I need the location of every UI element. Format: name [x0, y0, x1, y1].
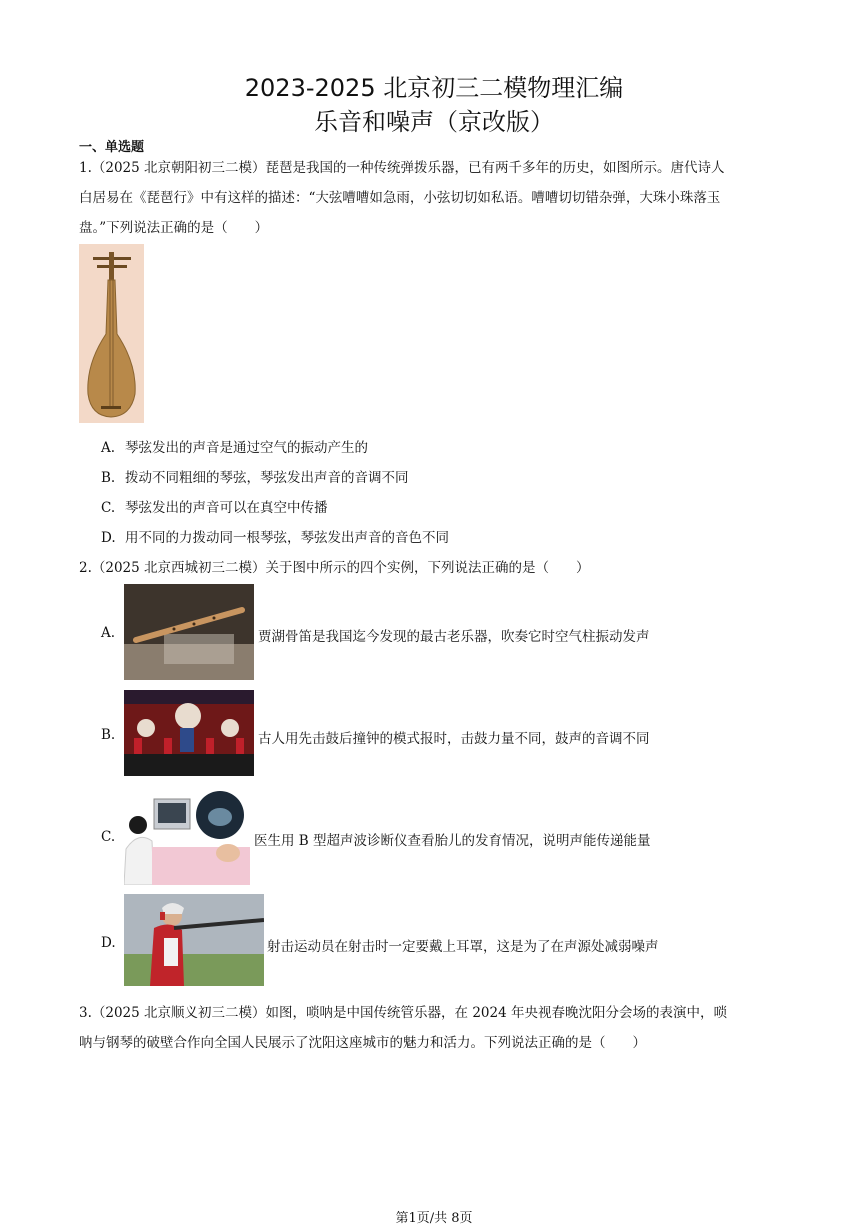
q1-stem-line-2: 白居易在《琵琶行》中有这样的描述：“大弦嘈嘈如急雨，小弦切切如私语。嘈嘈切切错杂弹，大珠小珠落玉: [79, 190, 721, 206]
q3-stem-line-2: 呐与钢琴的破壁合作向全国人民展示了沈阳这座城市的魅力和活力。下列说法正确的是（ ）: [79, 1035, 646, 1051]
drum-tower-image: [124, 690, 254, 776]
q2-option-b-text: 古人用先击鼓后撞钟的模式报时，击鼓力量不同，鼓声的音调不同: [258, 731, 650, 747]
q1-option-a: A. 琴弦发出的声音是通过空气的振动产生的: [101, 440, 368, 456]
section-heading: 一、单选题: [79, 140, 145, 155]
bone-flute-image: [124, 584, 254, 680]
document-title: 2023-2025 北京初三二模物理汇编: [244, 74, 624, 102]
q2-option-a-label: A.: [101, 625, 116, 641]
q2-option-d-label: D.: [101, 935, 116, 951]
shooting-athlete-image: [124, 894, 264, 986]
q2-option-c-label: C.: [101, 829, 116, 845]
q1-option-c: C. 琴弦发出的声音可以在真空中传播: [101, 500, 328, 516]
q1-option-b: B. 拨动不同粗细的琴弦，琴弦发出声音的音调不同: [101, 470, 409, 486]
q1-stem-line-1: 1.（2025 北京朝阳初三二模）琵琶是我国的一种传统弹拨乐器，已有两千多年的历史，如图所示。唐代诗人: [79, 160, 725, 176]
q2-option-a-text: 贾湖骨笛是我国迄今发现的最古老乐器，吹奏它时空气柱振动发声: [258, 629, 650, 645]
page-number: 第1页/共 8页: [395, 1211, 473, 1226]
q1-option-d: D. 用不同的力拨动同一根琴弦，琴弦发出声音的音色不同: [101, 530, 449, 546]
q3-stem-line-1: 3.（2025 北京顺义初三二模）如图，唢呐是中国传统管乐器，在 2024 年央视春晚沈阳分会场的表演中，唢: [79, 1005, 727, 1021]
q1-stem-line-3: 盘。”下列说法正确的是（ ）: [79, 220, 269, 236]
pipa-image: [79, 244, 144, 423]
document-subtitle: 乐音和噪声（京改版）: [314, 108, 554, 136]
q2-option-c-text: 医生用 B 型超声波诊断仪查看胎儿的发育情况，说明声能传递能量: [254, 833, 651, 849]
q2-option-b-label: B.: [101, 727, 116, 743]
q2-stem: 2.（2025 北京西城初三二模）关于图中所示的四个实例，下列说法正确的是（ ）: [79, 560, 590, 576]
ultrasound-image: [124, 789, 250, 885]
q2-option-d-text: 射击运动员在射击时一定要戴上耳罩，这是为了在声源处减弱噪声: [267, 939, 659, 955]
